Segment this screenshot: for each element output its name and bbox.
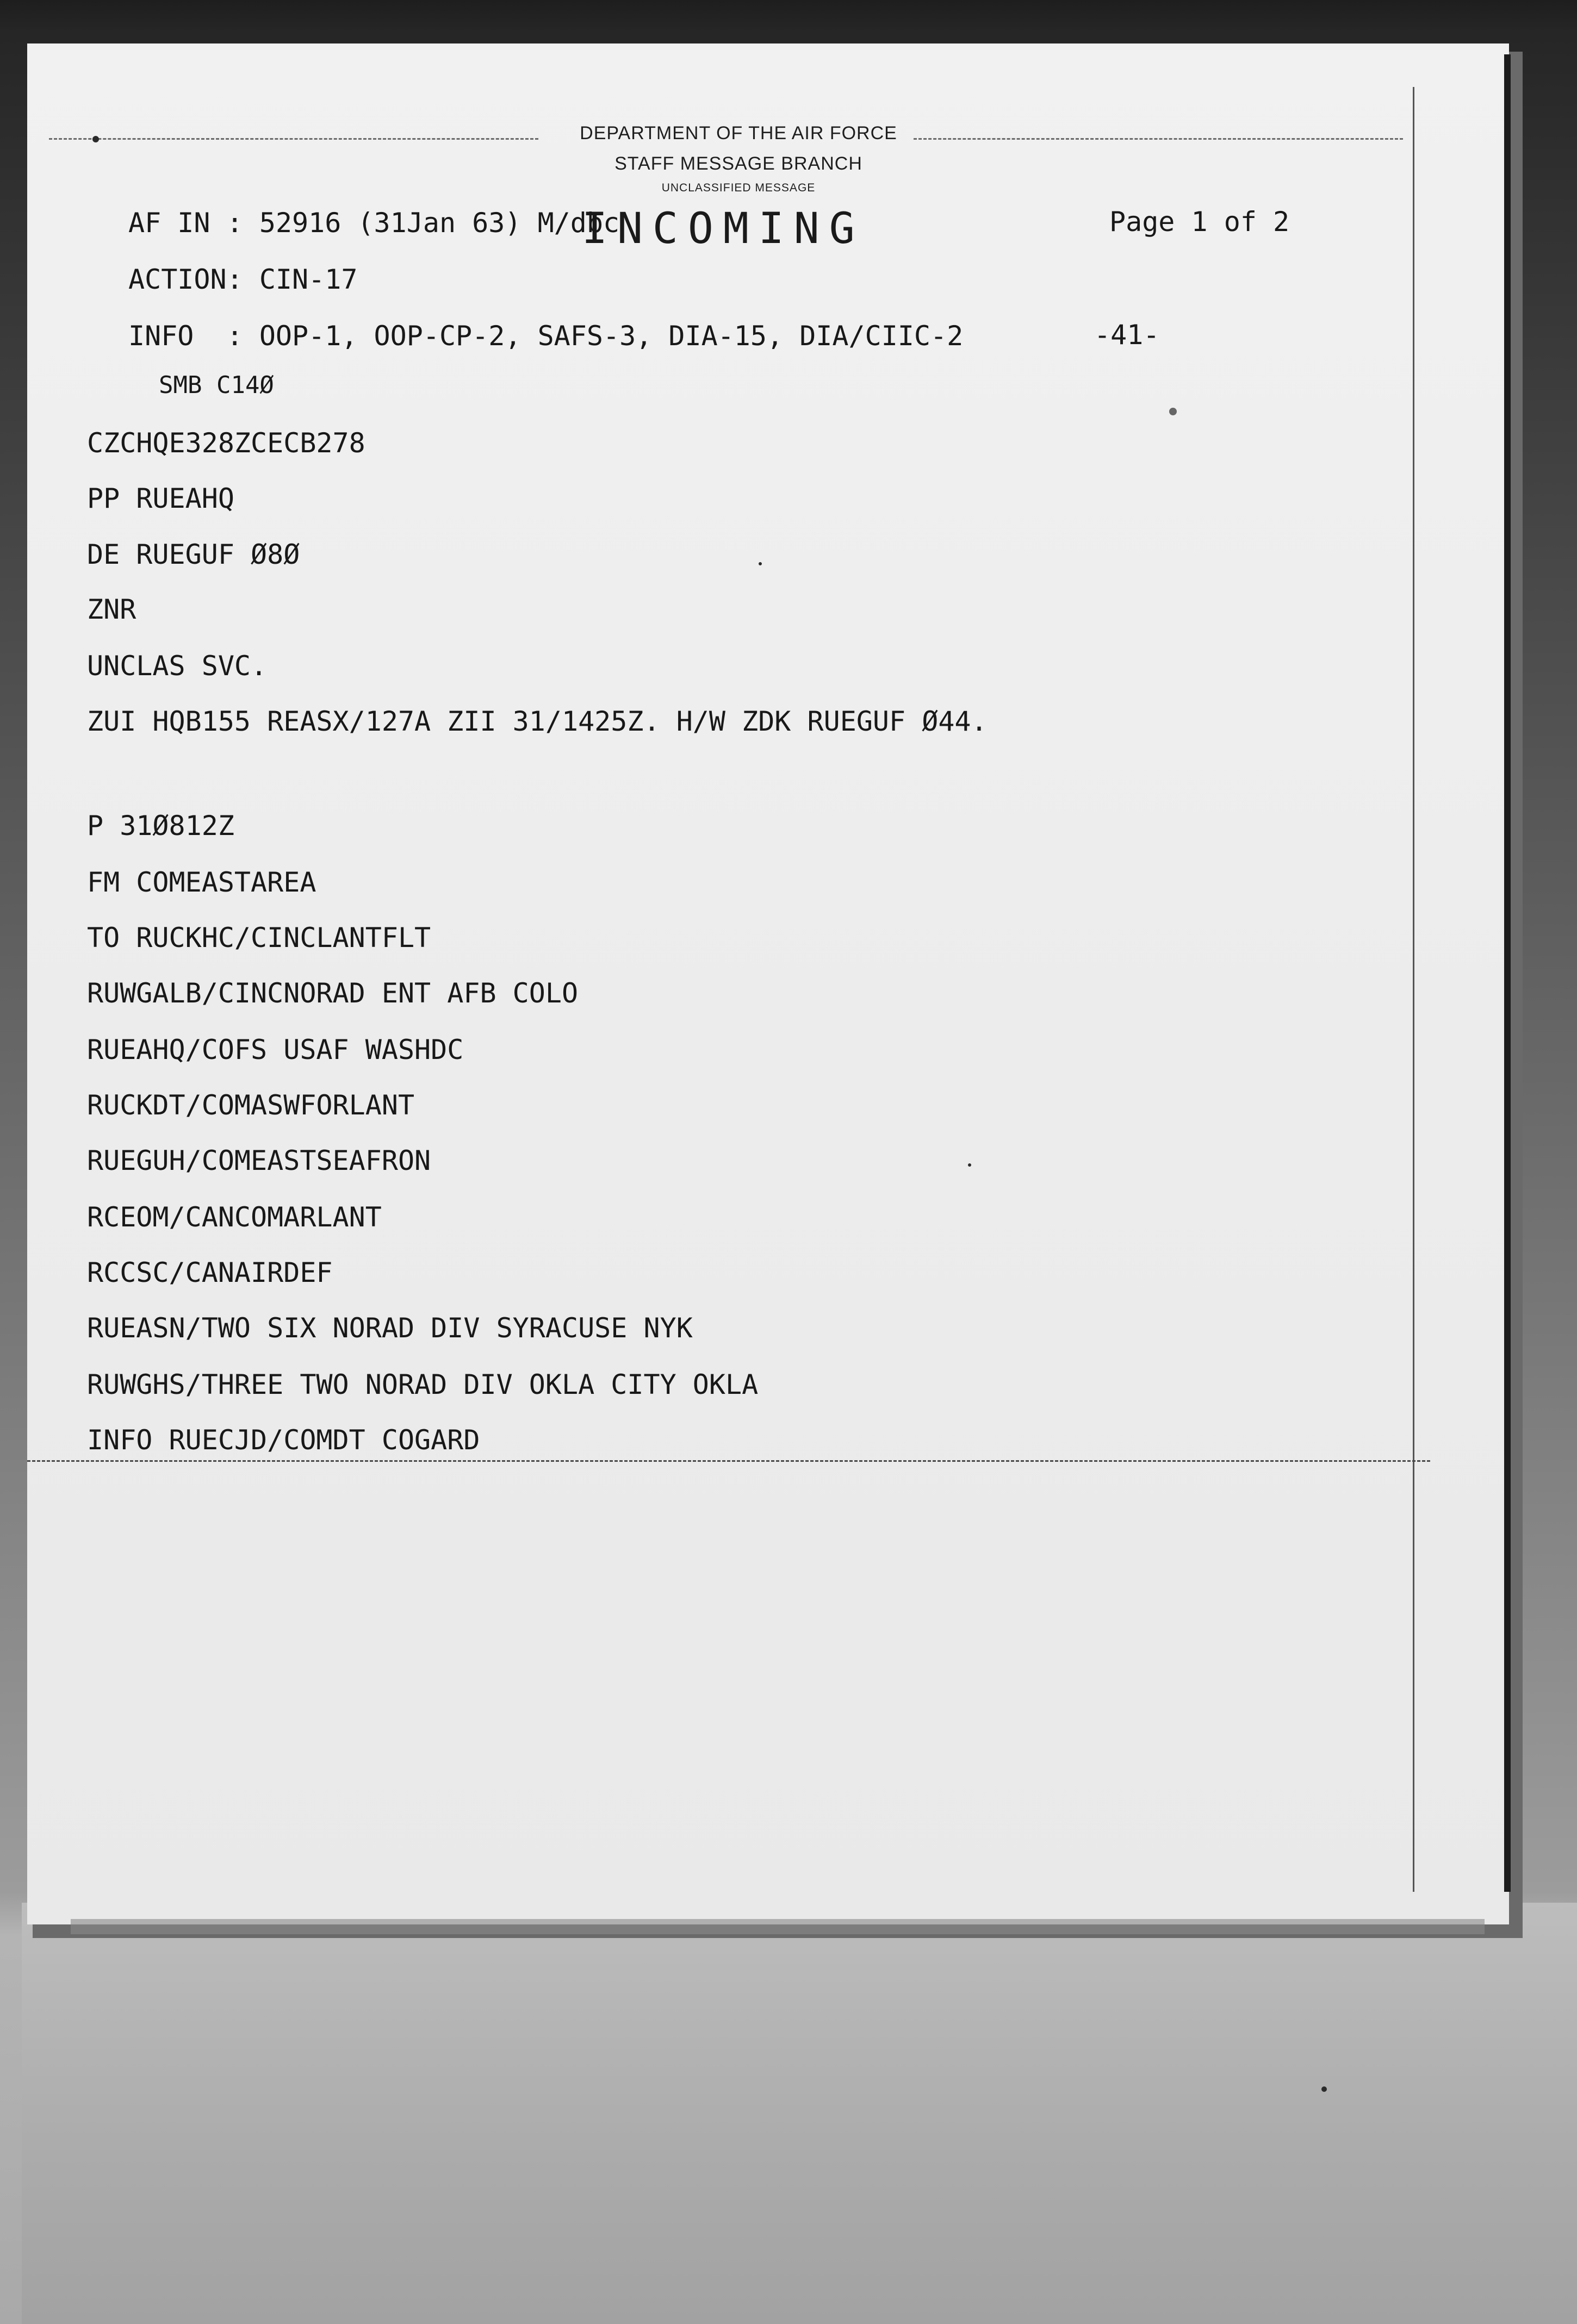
routing-line: ZUI HQB155 REASX/127A ZII 31/1425Z. H/W ZDK RUEGUF Ø44. bbox=[87, 706, 988, 737]
sheet-right-edge bbox=[1504, 54, 1511, 1892]
routing-line: DE RUEGUF Ø8Ø bbox=[87, 539, 300, 570]
routing-line: ZNR bbox=[87, 594, 136, 625]
scan-speck bbox=[759, 562, 762, 565]
scanner-plate bbox=[22, 1903, 1577, 2324]
from-line: FM COMEASTAREA bbox=[87, 867, 316, 898]
sheet-right-edge-shadow bbox=[1513, 65, 1517, 1870]
tear-line bbox=[27, 1460, 1430, 1462]
message-number: -41- bbox=[1094, 319, 1160, 351]
classification-label: UNCLASSIFIED MESSAGE bbox=[661, 182, 816, 194]
addressee-line: RUWGHS/THREE TWO NORAD DIV OKLA CITY OKLA bbox=[87, 1369, 759, 1400]
action-line: ACTION: CIN-17 bbox=[128, 264, 358, 295]
scan-speck bbox=[1321, 2086, 1327, 2092]
info-addressee-line: INFO RUECJD/COMDT COGARD bbox=[87, 1424, 480, 1456]
af-in-line: AF IN : 52916 (31Jan 63) M/dbc bbox=[128, 207, 620, 239]
header-rule-right bbox=[914, 138, 1403, 140]
addressee-line: RUEASN/TWO SIX NORAD DIV SYRACUSE NYK bbox=[87, 1312, 693, 1344]
form-right-rule bbox=[1413, 87, 1414, 1892]
department-heading: DEPARTMENT OF THE AIR FORCE bbox=[580, 123, 897, 144]
addressee-line: RCCSC/CANAIRDEF bbox=[87, 1257, 333, 1288]
incoming-stamp: INCOMING bbox=[582, 204, 865, 253]
header-rule-left bbox=[49, 138, 538, 140]
smb-code: SMB C14Ø bbox=[159, 371, 274, 399]
scan-speck bbox=[92, 136, 99, 142]
addressee-line: RUEAHQ/COFS USAF WASHDC bbox=[87, 1034, 464, 1066]
scan-speck bbox=[968, 1163, 971, 1167]
info-distribution-line: INFO : OOP-1, OOP-CP-2, SAFS-3, DIA-15, DIA/CIIC-2 bbox=[128, 320, 964, 352]
branch-heading: STAFF MESSAGE BRANCH bbox=[614, 153, 862, 174]
page-number: Page 1 of 2 bbox=[1109, 206, 1290, 238]
to-line: TO RUCKHC/CINCLANTFLT bbox=[87, 922, 431, 954]
routing-line: PP RUEAHQ bbox=[87, 483, 234, 514]
priority-dtg-line: P 31Ø812Z bbox=[87, 810, 234, 842]
sheet-bottom-shadow bbox=[71, 1919, 1485, 1934]
addressee-line: RUCKDT/COMASWFORLANT bbox=[87, 1089, 415, 1121]
addressee-line: RUWGALB/CINCNORAD ENT AFB COLO bbox=[87, 977, 579, 1009]
addressee-line: RUEGUH/COMEASTSEAFRON bbox=[87, 1145, 431, 1176]
addressee-line: RCEOM/CANCOMARLANT bbox=[87, 1201, 382, 1233]
scan-speck bbox=[1169, 408, 1177, 415]
routing-line: CZCHQE328ZCECB278 bbox=[87, 427, 365, 459]
routing-line: UNCLAS SVC. bbox=[87, 650, 268, 682]
